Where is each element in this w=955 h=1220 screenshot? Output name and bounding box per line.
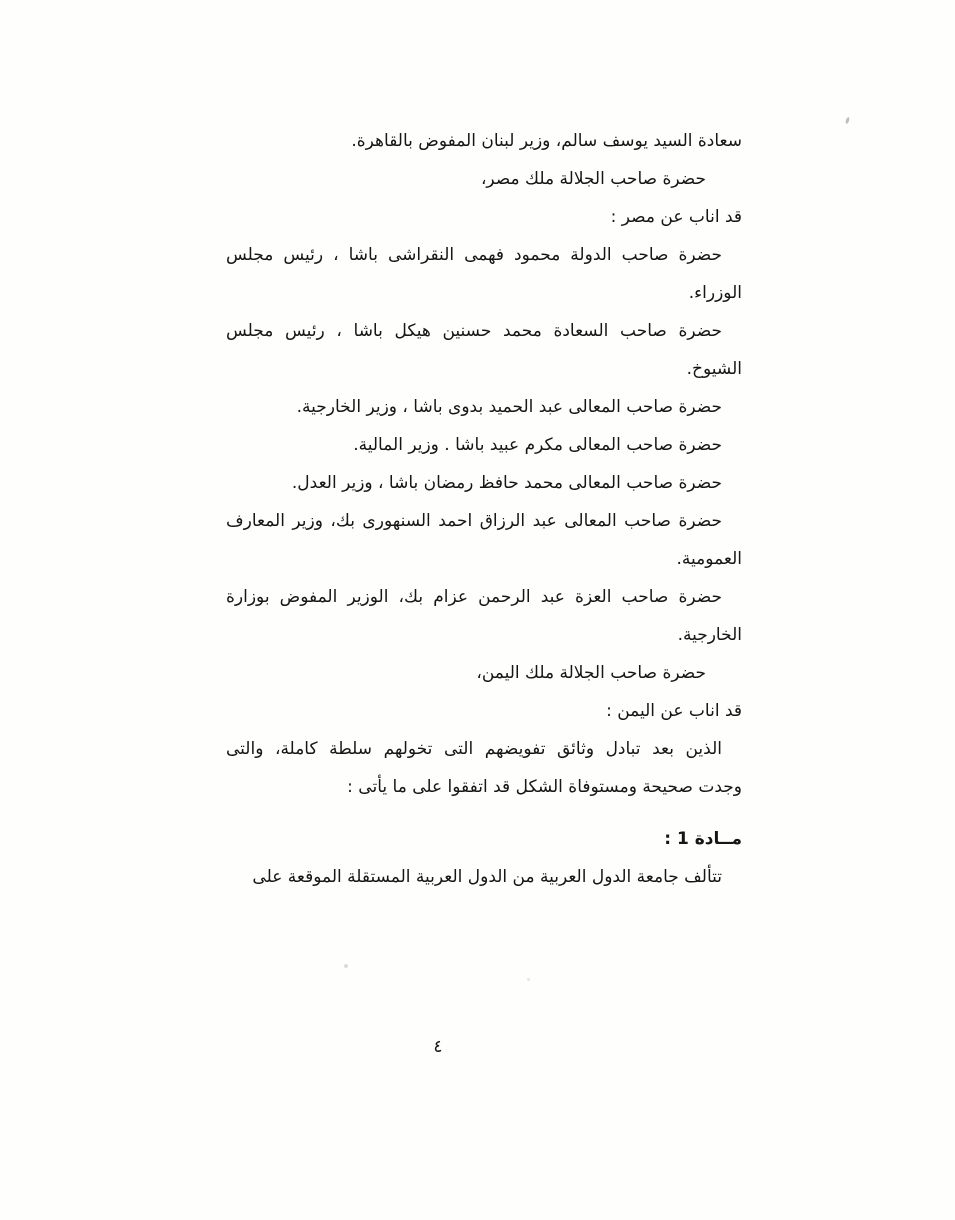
document-line: سعادة السيد يوسف سالم، وزير لبنان المفوض بالقاهرة.	[351, 131, 742, 151]
scan-artifact	[845, 117, 850, 125]
document-line: حضرة صاحب المعالى عبد الحميد بدوى باشا ، وزير الخارجية.	[296, 397, 722, 417]
document-line: العمومية.	[676, 549, 742, 569]
document-line: الوزراء.	[688, 283, 742, 303]
document-line: حضرة صاحب العزة عبد الرحمن عزام بك، الوزير المفوض بوزارة	[226, 587, 722, 607]
document-body-text	[226, 122, 742, 896]
article-heading: مــادة 1 :	[664, 829, 742, 849]
document-line: الشيوخ.	[686, 359, 742, 379]
scan-artifact	[527, 978, 530, 981]
page-number: ٤	[433, 1037, 443, 1057]
document-line: حضرة صاحب المعالى مكرم عبيد باشا . وزير المالية.	[353, 435, 722, 455]
scan-artifact	[344, 964, 348, 968]
document-line: قد اناب عن مصر :	[610, 207, 742, 227]
document-line: وجدت صحيحة ومستوفاة الشكل قد اتفقوا على ما يأتى :	[347, 777, 742, 797]
document-line: حضرة صاحب الجلالة ملك مصر،	[480, 169, 706, 189]
document-line: الذين بعد تبادل وثائق تفويضهم التى تخولهم سلطة كاملة، والتى	[226, 739, 722, 759]
document-line: تتألف جامعة الدول العربية من الدول العربية المستقلة الموقعة على	[252, 867, 722, 887]
document-line: حضرة صاحب المعالى محمد حافظ رمضان باشا ، وزير العدل.	[291, 473, 722, 493]
document-line: حضرة صاحب الدولة محمود فهمى النقراشى باشا ، رئيس مجلس	[226, 245, 722, 265]
document-line: حضرة صاحب المعالى عبد الرزاق احمد السنهورى بك، وزير المعارف	[226, 511, 722, 531]
document-line: الخارجية.	[677, 625, 742, 645]
document-line: حضرة صاحب السعادة محمد حسنين هيكل باشا ، رئيس مجلس	[226, 321, 722, 341]
document-line: حضرة صاحب الجلالة ملك اليمن،	[476, 663, 706, 683]
document-line: قد اناب عن اليمن :	[606, 701, 742, 721]
